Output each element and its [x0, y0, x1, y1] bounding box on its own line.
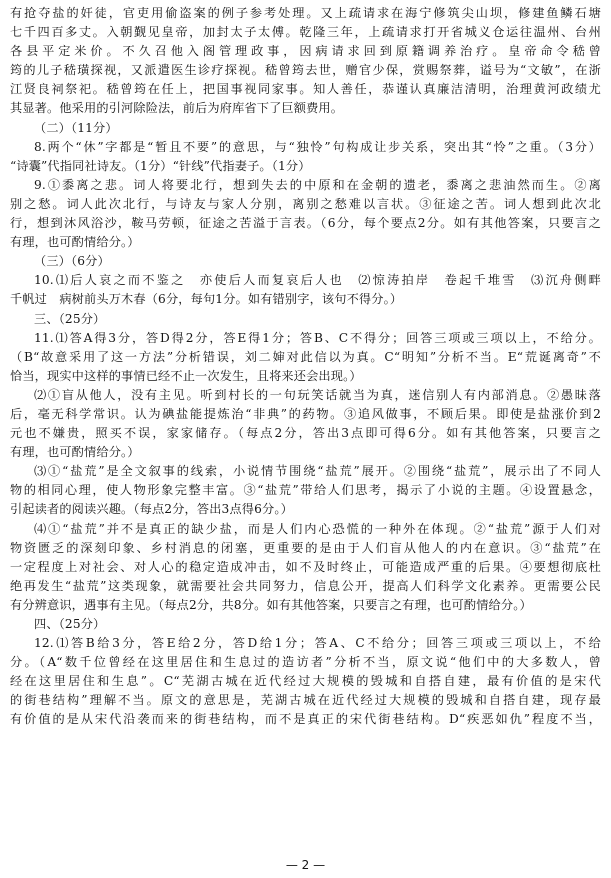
- section-heading: 四、（25分）: [34, 617, 106, 631]
- section-heading: 三、（25分）: [34, 311, 106, 326]
- text-line: “诗囊”代指同社诗友。（1分）“针线”代指妻子。（1分）: [10, 158, 311, 173]
- text-line: 有价值的是从宋代沿袭而来的街巷结构，而不是真正的宋代街巷结构。D“疾恶如仇”程度不当，: [10, 712, 601, 727]
- section-heading: （二）（11分）: [34, 120, 118, 135]
- text-line: 有抢夺盐的奸徒，官吏用偷盗案的例子参考处理。又上疏请求在海宁修筑尖山坝，修建鱼鳞石塘: [10, 6, 601, 20]
- text-line: 分。（A“数千位曾经在这里居住和生息过的造访者”分析不当，原文说“他们中的大多数人，曾: [10, 655, 601, 670]
- text-line: ⑵①盲从他人，没有主见。听到村长的一句玩笑话就当为真，迷信别人有内部消息。②愚昧落: [34, 387, 601, 402]
- text-line: ⑶①“盐荒”是全文叙事的线索，小说情节围绕“盐荒”展开。②围绕“盐荒”，展示出了不同人: [34, 464, 601, 479]
- text-line: 江贤良祠祭祀。嵇曾筠在任上，把国事视同家事。知人善任，恭谨认真廉洁清明，治理黄河政绩尤: [10, 82, 601, 97]
- text-line: 物资匮乏的深刻印象、乡村消息的闭塞，更重要的是由于人们盲从他人的内在意识。③“盐荒”在: [10, 540, 601, 555]
- text-line: 其显著。他采用的引河除险法，前后为府库省下了巨额费用。: [10, 101, 344, 116]
- text-line: 绝再发生“盐荒”这类现象，就需要社会共同努力，信息公开，提高人们科学文化素养。更需要公民: [10, 578, 601, 593]
- text-line: 各县平定米价。不久召他入阁管理政事，因病请求回到原籍调养治疗。皇帝命令嵇曾: [10, 44, 601, 59]
- text-line: 筠的儿子嵇璜探视，又派遣医生诊疗探视。嵇曾筠去世，赠官少保，赏赐祭葬，谥号为“文敏”，在浙: [10, 63, 601, 78]
- text-line: 一定程度上对社会、对人心的稳定造成冲击，如不及时终止，可能造成严重的后果。④要想彻底杜: [10, 559, 601, 574]
- page-number: — 2 —: [285, 858, 326, 872]
- text-line: 11.⑴答A得3分，答D得2分，答E得1分；答B、C不得分；回答三项或三项以上，不给分。: [34, 330, 601, 345]
- text-line: 元也不嫌贵，照买不误，家家储存。（每点2分，答出3点即可得6分。如有其他答案，只要言之: [10, 426, 601, 441]
- text-line: 物的相同心理，使人物形象完整丰富。③“盐荒”带给人们思考，揭示了小说的主题。④设置悬念，: [10, 483, 601, 498]
- section-heading: （三）（6分）: [34, 254, 110, 269]
- text-line: 经在这里居住和生息”。C“芜湖古城在近代经过大规模的毁城和自搭自建，最有价值的是宋代: [10, 674, 601, 689]
- text-line: 千帆过 病树前头万木春（6分，每句1分。如有错别字，该句不得分。）: [10, 292, 403, 307]
- text-line: 有分辨意识，遇事有主见。（每点2分，共8分。如有其他答案，只要言之有理，也可酌情给分。）: [10, 597, 532, 612]
- text-line: 10.⑴后人哀之而不鉴之 亦使后人而复哀后人也 ⑵惊涛拍岸 卷起千堆雪 ⑶沉舟侧畔: [34, 273, 601, 288]
- text-line: 七千四百多丈。入朝觐见皇帝，加封太子太傅。乾隆三年，上疏请求打开省城义仓运往温州、台州: [10, 25, 601, 40]
- text-line: 有理，也可酌情给分。）: [10, 235, 140, 250]
- text-line: 9.①黍离之悲。词人将要北行，想到失去的中原和在金朝的遗老，黍离之悲油然而生。②离: [34, 177, 601, 192]
- text-line: 恰当，现实中这样的事情已经不止一次发生，且将来还会出现。）: [10, 368, 362, 383]
- text-line: 别之愁。词人此次北行，与诗友与家人分别，离别之愁难以言状。③征途之苦。词人想到此次北: [10, 196, 601, 211]
- answer-text-body: [10, 4, 601, 730]
- text-line: ⑷①“盐荒”并不是真正的缺少盐，而是人们内心恐慌的一种外在体现。②“盐荒”源于人们对: [34, 521, 601, 536]
- text-line: 有理，也可酌情给分。）: [10, 445, 140, 460]
- text-line: 后，毫无科学常识。认为碘盐能提炼治“非典”的药物。③追风做事，不顾后果。即使是盐涨价到2: [10, 406, 601, 421]
- text-line: 8.两个“休”字都是“暂且不要”的意思，与“独怜”句构成让步关系，突出其“怜”之重。（3分）: [34, 139, 601, 154]
- text-line: 的街巷结构”理解不当。原文的意思是，芜湖古城在近代经过大规模的毁城和自搭自建，现存最: [10, 693, 601, 708]
- text-line: 引起读者的阅读兴趣。（每点2分，答出3点得6分。）: [10, 502, 293, 517]
- text-line: 行，想到沐风浴沙，鞍马劳顿，征途之苦溢于言表。（6分，每个要点2分。如有其他答案，只要言之: [10, 216, 601, 231]
- text-line: （B“故意采用了这一方法”分析错误，刘二婶对此信以为真。C“明知”分析不当。E“荒诞离奇”不: [10, 349, 601, 364]
- text-line: 12.⑴答B给3分，答E给2分，答D给1分；答A、C不给分；回答三项或三项以上，不给: [34, 636, 601, 651]
